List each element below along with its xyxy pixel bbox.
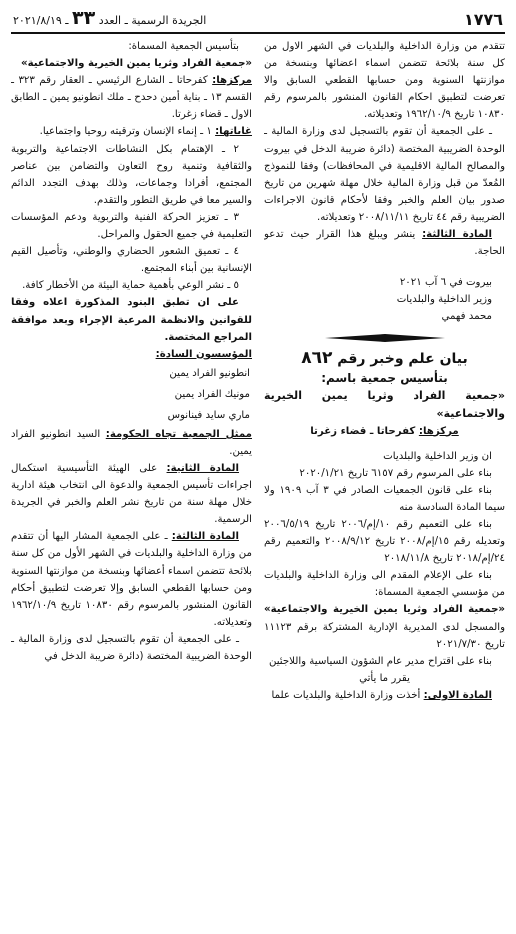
prev-notice-tax-clause: ـ على الجمعية أن تقوم بالتسجيل لدى وزارة المالية ـ الوحدة الضريبية المختصة (دائرة ضريبة الدخل في بيروت والمصالح المالية الاقليمية في المحافظات) وفقا للنموذج المُعدّ من قبل وزارة المالية خلال مهلة شهرين من تاريخ صدور بيان العلم والخبر وفقا لأحكام قانون الاجراءات الضريبية رقم ٤٤ تاريخ ٢٠٠٨/١١/١١ وتعديلاته. bbox=[264, 126, 505, 223]
association-name: «جمعية الفراد وثريا يمين الخيرية والاجتماعية» bbox=[264, 388, 505, 420]
article-1 bbox=[264, 687, 505, 704]
association-reference-rest: والمسجل لدى المديرية الإدارية المشتركة برقم ١١١٢٣ تاريخ ٢٠٢١/٧/٣٠ bbox=[264, 621, 505, 650]
article-label: المادة الثانية: bbox=[166, 462, 239, 474]
association-reference-name: «جمعية الفراد وثريا يمين الخيرية والاجتماعية» bbox=[264, 604, 505, 616]
minister-title: وزير الداخلية والبلديات bbox=[396, 294, 492, 306]
page-number: ١٧٧٦ bbox=[463, 10, 503, 29]
association-hq bbox=[264, 423, 505, 440]
intro-line: بتأسيس الجمعية المسماة: bbox=[128, 41, 239, 52]
prev-notice-continuation: تتقدم من وزارة الداخلية والبلديات في الشهر الاول من كل سنة بلائحة تتضمن اسماء اعضائها وبنسخة من موازنتها السنوية ومن حسابها القطعي السابق والا تعرضت لتطبيق احكام القانون المنشور بالمرسوم رقم ١٠٨٣٠ تاريخ ١٩٦٢/١٠/٩ وتعديلاته. bbox=[264, 41, 505, 121]
article-text: ـ على الجمعية المشار اليها أن تتقدم من وزارة الداخلية والبلديات في الشهر الأول من كل سنة بلائحة تتضمن اسماء أعضائها وبنسخة من موازنتها السنوية ومن حسابها القطعي السابق وإلا تعرضت لتطبيق أحكام القانون المنشور بالمرسوم رقم ١٠٨٣٠ تاريخ ١٩٦٢/١٠/٩ وتعديلاته. bbox=[11, 531, 252, 628]
association-name: «جمعية الفراد وثريا يمين الخيرية والاجتماعية» bbox=[20, 58, 252, 70]
prev-notice-article-3 bbox=[264, 226, 505, 260]
goals-intro bbox=[11, 123, 252, 140]
goal-1: ١ ـ إنماء الإنسان وترقيته روحيا واجتماعيا. bbox=[39, 126, 216, 138]
page-header bbox=[11, 8, 505, 34]
association-hq-detail bbox=[11, 72, 252, 123]
article-text: ينشر ويبلغ هذا القرار حيث تدعو الحاجة. bbox=[264, 229, 505, 258]
hq-text: كفرحاتا ـ الشارع الرئيسي ـ العقار رقم ٣٢٣ ـ القسم ١٣ ـ بناية أمين دحدح ـ ملك انطونيو يمين ـ الطابق الاول ـ قضاء زغرتا. bbox=[11, 75, 252, 121]
representative-value: السيد انطونيو الفراد يمين. bbox=[11, 428, 252, 457]
minister-name: محمد فهمي bbox=[441, 311, 492, 323]
article-label: المادة الاولى: bbox=[423, 689, 492, 701]
association-reference bbox=[264, 601, 505, 652]
notice-title-prefix: بيان علم وخبر رقم bbox=[337, 350, 468, 367]
divider-ornament-icon bbox=[325, 334, 445, 342]
place-date: بيروت في ٦ آب ٢٠٢١ bbox=[399, 277, 492, 289]
goal-2: ٢ ـ الإهتمام بكل النشاطات الاجتماعية والتربوية والثقافية وتنمية روح التعاون والتضامن بين عناصر المجتمع، أفرادا وجماعات، وذلك بهدف التجدد الدائم والسير معا في طريق التطور والتقدم. bbox=[11, 143, 252, 206]
article-text: أخذت وزارة الداخلية والبلديات علما bbox=[271, 689, 424, 701]
article-2 bbox=[11, 460, 252, 528]
founder-3: ماري سايد فينانوس bbox=[167, 409, 250, 421]
addressee: ان وزير الداخلية والبلديات bbox=[383, 450, 492, 462]
representative-label: ممثل الجمعية تجاه الحكومة: bbox=[105, 428, 252, 440]
goal-4: ٤ ـ تعميق الشعور الحضاري والوطني، وتأصيل القيم الإنسانية بين أبناء المجتمع. bbox=[11, 246, 252, 275]
notice-title bbox=[264, 348, 505, 369]
gazette-name: الجريدة الرسمية ـ العدد bbox=[98, 14, 207, 27]
legal-basis-4: بناء على الإعلام المقدم الى وزارة الداخلية والبلديات من مؤسسي الجمعية المسماة: bbox=[264, 570, 505, 599]
notice-subtitle: بتأسيس جمعية باسم: bbox=[321, 370, 448, 385]
decision-heading: يقرر ما يأتي bbox=[359, 672, 410, 684]
hq-label: مركزها: bbox=[212, 75, 252, 87]
hq-label: مركزها: bbox=[418, 425, 459, 437]
article-label: المادة الثالثة: bbox=[422, 229, 492, 241]
legal-basis-1: بناء على المرسوم رقم ٦١٥٧ تاريخ ٢٠٢٠/١/٢١ bbox=[299, 467, 492, 479]
issue-number: ٣٣ bbox=[72, 7, 96, 29]
article-3 bbox=[11, 528, 252, 631]
left-column bbox=[11, 38, 252, 922]
notice-number: ٨٦٢ bbox=[301, 347, 333, 368]
columns bbox=[11, 38, 505, 922]
legal-basis-5: بناء على اقتراح مدير عام الشؤون السياسية واللاجئين bbox=[268, 655, 492, 667]
gazette-issue-line bbox=[13, 9, 206, 30]
article-label: المادة الثالثة: bbox=[171, 531, 239, 543]
tax-clause: ـ على الجمعية أن تقوم بالتسجيل لدى وزارة المالية ـ الوحدة الضريبية المختصة (دائرة ضريبة الدخل في bbox=[11, 633, 252, 662]
goal-5: ٥ ـ نشر الوعي بأهمية حماية البيئة من الأخطار كافة. bbox=[22, 280, 239, 292]
hq-value: كفرحاتا ـ قضاء زغرتا bbox=[310, 425, 419, 437]
issue-date: ـ ٢٠٢١/٨/١٩ bbox=[13, 14, 69, 27]
government-representative bbox=[11, 426, 252, 460]
article-text: على الهيئة التأسيسية استكمال اجراءات تأسيس الجمعية والدعوة الى انتخاب هيئة ادارية خلال مهلة سنة من تاريخ نشر العلم والخبر في الجريدة الرسمية. bbox=[11, 462, 252, 526]
founders-label: المؤسسون السادة: bbox=[155, 348, 252, 360]
right-column bbox=[264, 38, 505, 922]
goal-3: ٣ ـ تعزيز الحركة الفنية والتربوية ودعم المؤسسات التعليمية في جميع الحقول والمراحل. bbox=[11, 211, 252, 241]
legal-basis-2: بناء على قانون الجمعيات الصادر في ٣ آب ١٩٠٩ ولا سيما المادة السادسة منه bbox=[264, 484, 505, 513]
section-divider bbox=[264, 334, 505, 342]
goals-label: غاياتها: bbox=[215, 126, 252, 138]
founder-1: انطونيو الفراد يمين bbox=[169, 367, 250, 379]
founder-2: مونيك الفراد يمين bbox=[174, 388, 250, 400]
legal-basis-3: بناء على التعميم رقم ١٠/إم/٢٠٠٦ تاريخ ٢٠٠٦/٥/١٩ وتعديله رقم ١٥/إم/٢٠٠٨ تاريخ ٢٠٠٨/٩/١٢ والتعميم رقم ٢٤/إم/٢٠١٨ تاريخ ٢٠١٨/١١/٨ bbox=[264, 518, 505, 565]
conditions: على ان تطبق البنود المذكورة اعلاه وفقا للقوانين والانظمة المرعية الإجراء وبعد موافقة المراجع المختصة. bbox=[11, 297, 252, 343]
